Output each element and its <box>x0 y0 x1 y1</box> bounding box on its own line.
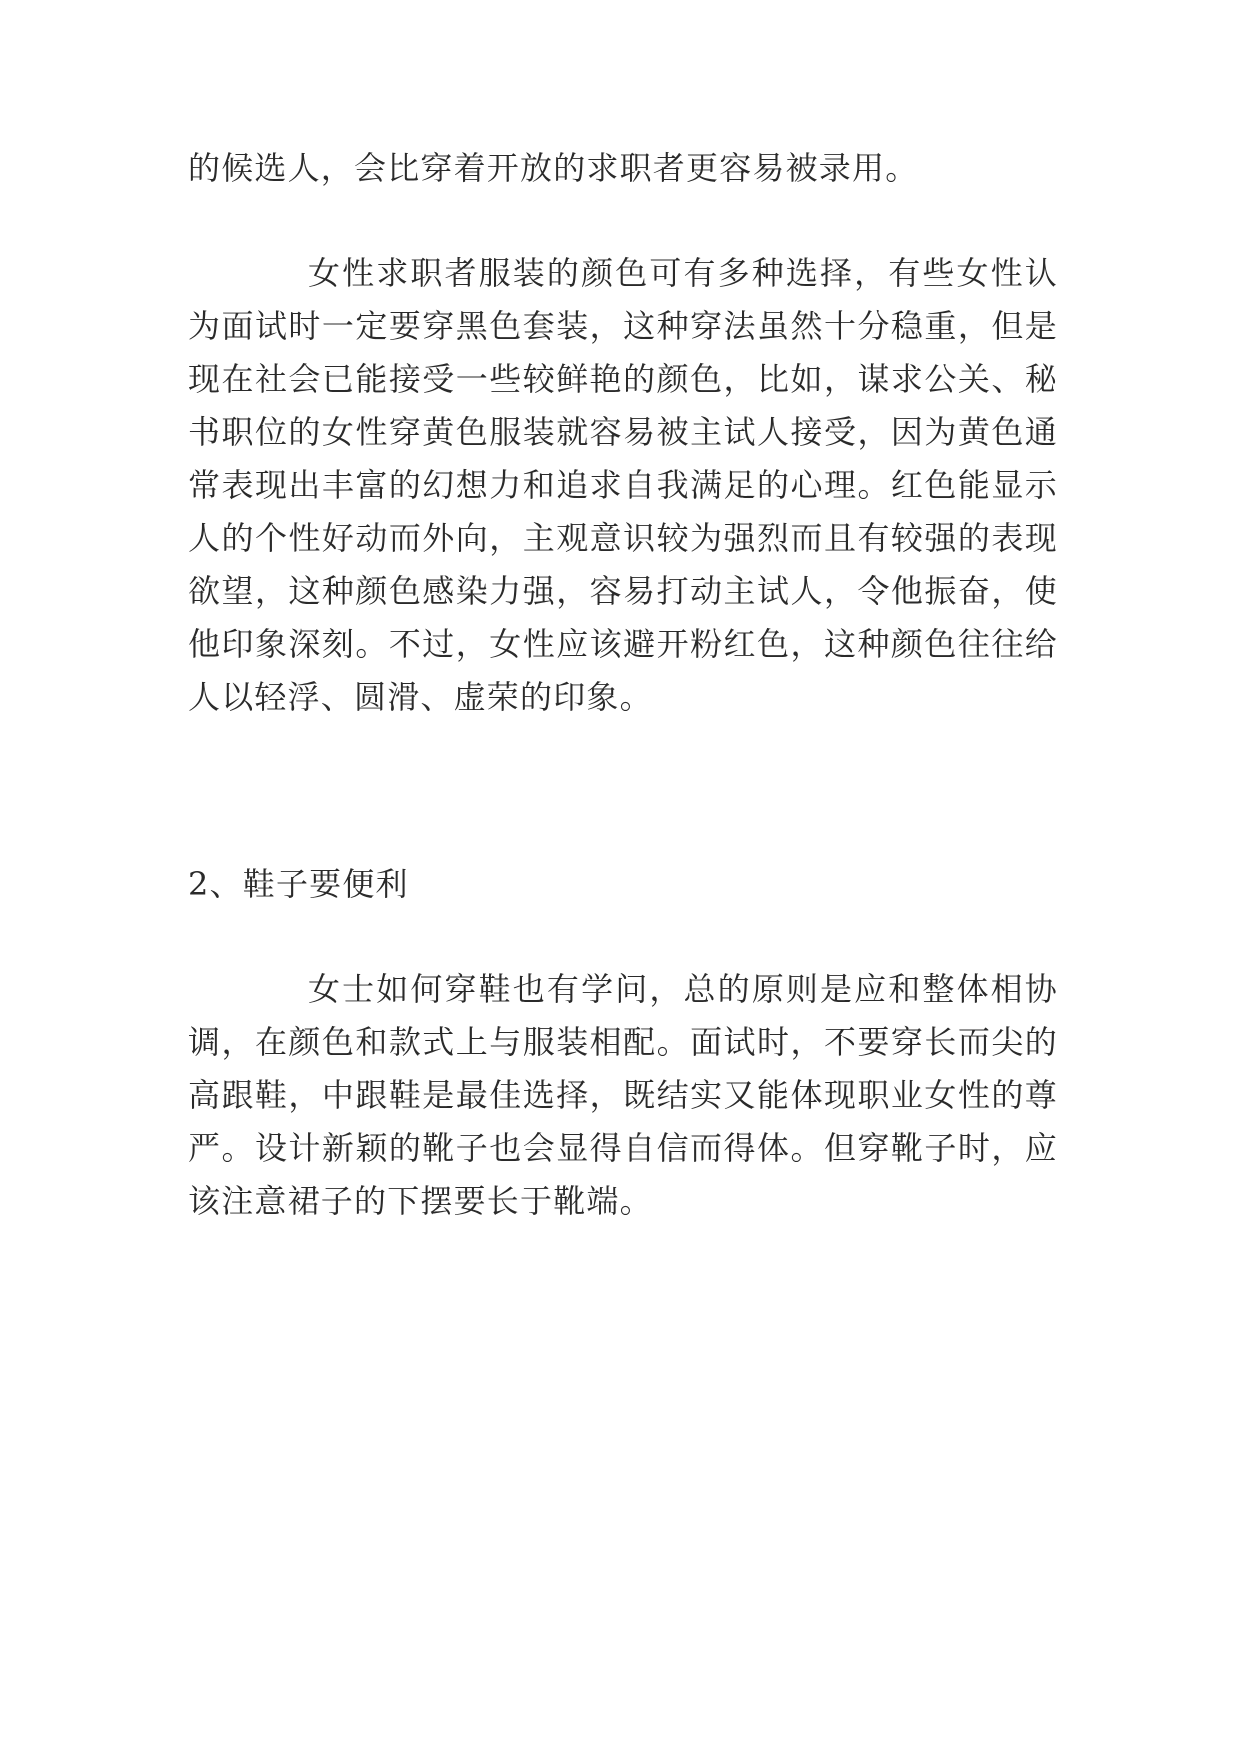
paragraph-1-tail: 的候选人，会比穿着开放的求职者更容易被录用。 <box>188 149 919 187</box>
section-heading-2: 2、鞋子要便利 <box>188 865 409 903</box>
paragraph-2-line-9: 人以轻浮、圆滑、虚荣的印象。 <box>188 678 653 716</box>
paragraph-2-line-1: 女性求职者服装的颜色可有多种选择，有些女性认 <box>308 254 1058 292</box>
paragraph-2-line-3: 现在社会已能接受一些较鲜艳的颜色，比如，谋求公关、秘 <box>188 360 1058 398</box>
paragraph-2-line-8: 他印象深刻。不过，女性应该避开粉红色，这种颜色往往给 <box>188 625 1058 663</box>
paragraph-2-line-2: 为面试时一定要穿黑色套装，这种穿法虽然十分稳重，但是 <box>188 307 1058 345</box>
paragraph-3-line-3: 高跟鞋，中跟鞋是最佳选择，既结实又能体现职业女性的尊 <box>188 1076 1058 1114</box>
paragraph-2-line-4: 书职位的女性穿黄色服装就容易被主试人接受，因为黄色通 <box>188 413 1058 451</box>
paragraph-2-line-6: 人的个性好动而外向，主观意识较为强烈而且有较强的表现 <box>188 519 1058 557</box>
paragraph-3-line-5: 该注意裙子的下摆要长于靴端。 <box>188 1182 653 1220</box>
paragraph-2-line-5: 常表现出丰富的幻想力和追求自我满足的心理。红色能显示 <box>188 466 1058 504</box>
paragraph-3-line-1: 女士如何穿鞋也有学问，总的原则是应和整体相协 <box>308 970 1058 1008</box>
paragraph-2-line-7: 欲望，这种颜色感染力强，容易打动主试人，令他振奋，使 <box>188 572 1058 610</box>
paragraph-3-line-2: 调，在颜色和款式上与服装相配。面试时，不要穿长而尖的 <box>188 1023 1058 1061</box>
paragraph-3-line-4: 严。设计新颖的靴子也会显得自信而得体。但穿靴子时，应 <box>188 1129 1058 1167</box>
